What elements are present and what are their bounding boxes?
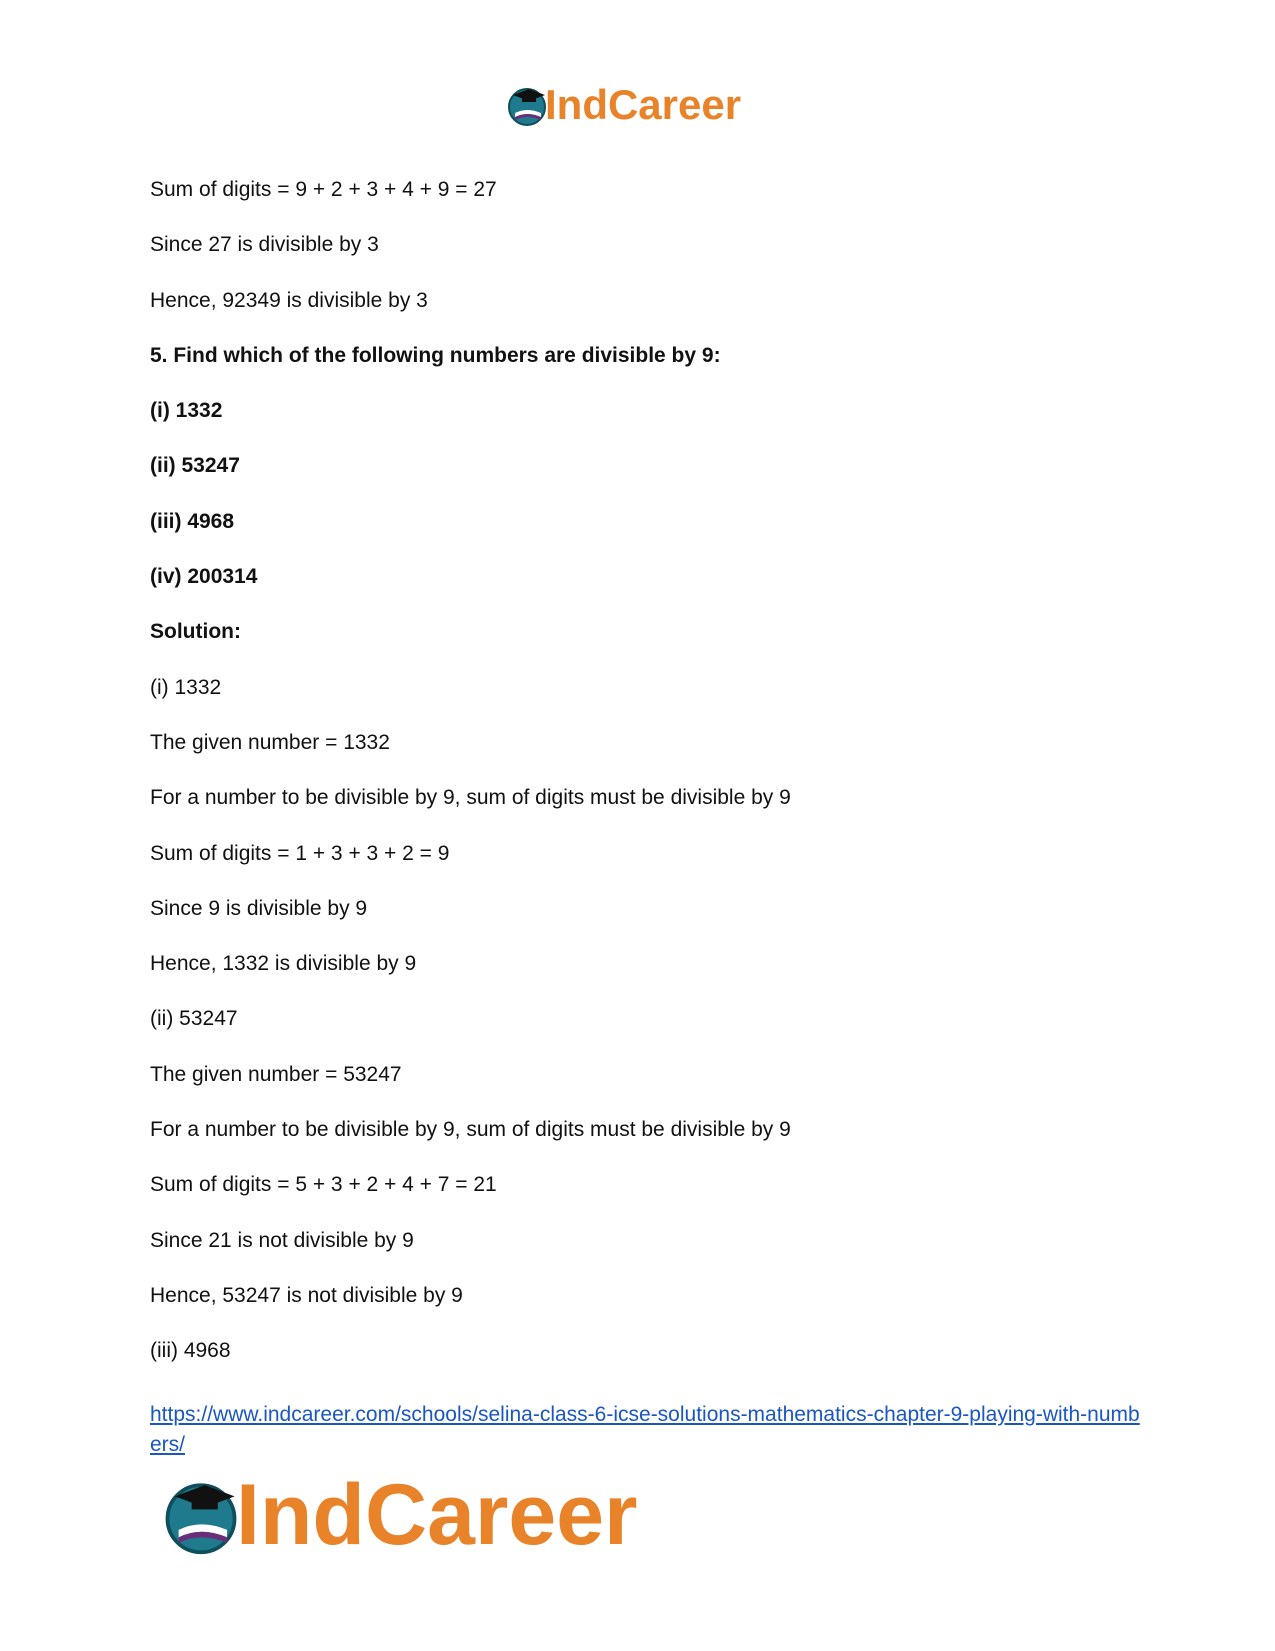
question-line: (iii) 4968 — [150, 509, 235, 533]
solution-line: Since 21 is not divisible by 9 — [150, 1228, 414, 1252]
solution-line: Sum of digits = 1 + 3 + 3 + 2 = 9 — [150, 841, 450, 865]
graduation-cap-book-globe-icon — [160, 1474, 242, 1556]
solution-line: Sum of digits = 5 + 3 + 2 + 4 + 7 = 21 — [150, 1173, 497, 1197]
question-line: (ii) 53247 — [150, 454, 240, 478]
solution-line: (i) 1332 — [150, 675, 222, 699]
question-line: (i) 1332 — [150, 399, 223, 423]
graduation-cap-book-globe-icon — [505, 83, 549, 127]
solution-line: Hence, 53247 is not divisible by 9 — [150, 1283, 463, 1307]
question-line: Solution: — [150, 620, 241, 644]
question-line: (iv) 200314 — [150, 565, 258, 589]
solution-line: Hence, 1332 is divisible by 9 — [150, 952, 417, 976]
logo-wordmark: IndCareer — [236, 1467, 638, 1563]
solution-line: Hence, 92349 is divisible by 3 — [150, 288, 428, 312]
footer-logo — [160, 1467, 638, 1563]
solution-line: (iii) 4968 — [150, 1339, 231, 1363]
document-body — [150, 176, 1140, 1393]
source-link[interactable]: https://www.indcareer.com/schools/selina-class-6-icse-solutions-mathematics-chapter-9-playing-with-numbers/ — [150, 1403, 1140, 1456]
solution-line: The given number = 1332 — [150, 730, 390, 754]
solution-line: Sum of digits = 9 + 2 + 3 + 4 + 9 = 27 — [150, 178, 497, 201]
solution-line: Since 9 is divisible by 9 — [150, 896, 368, 920]
solution-line: Since 27 is divisible by 3 — [150, 233, 379, 257]
question-line: 5. Find which of the following numbers are divisible by 9: — [150, 343, 721, 367]
solution-line: The given number = 53247 — [150, 1062, 402, 1086]
solution-line: For a number to be divisible by 9, sum of digits must be divisible by 9 — [150, 1118, 791, 1142]
header-logo — [505, 80, 741, 130]
solution-line: For a number to be divisible by 9, sum of digits must be divisible by 9 — [150, 786, 791, 810]
logo-wordmark: IndCareer — [545, 81, 742, 128]
solution-line: (ii) 53247 — [150, 1007, 238, 1031]
